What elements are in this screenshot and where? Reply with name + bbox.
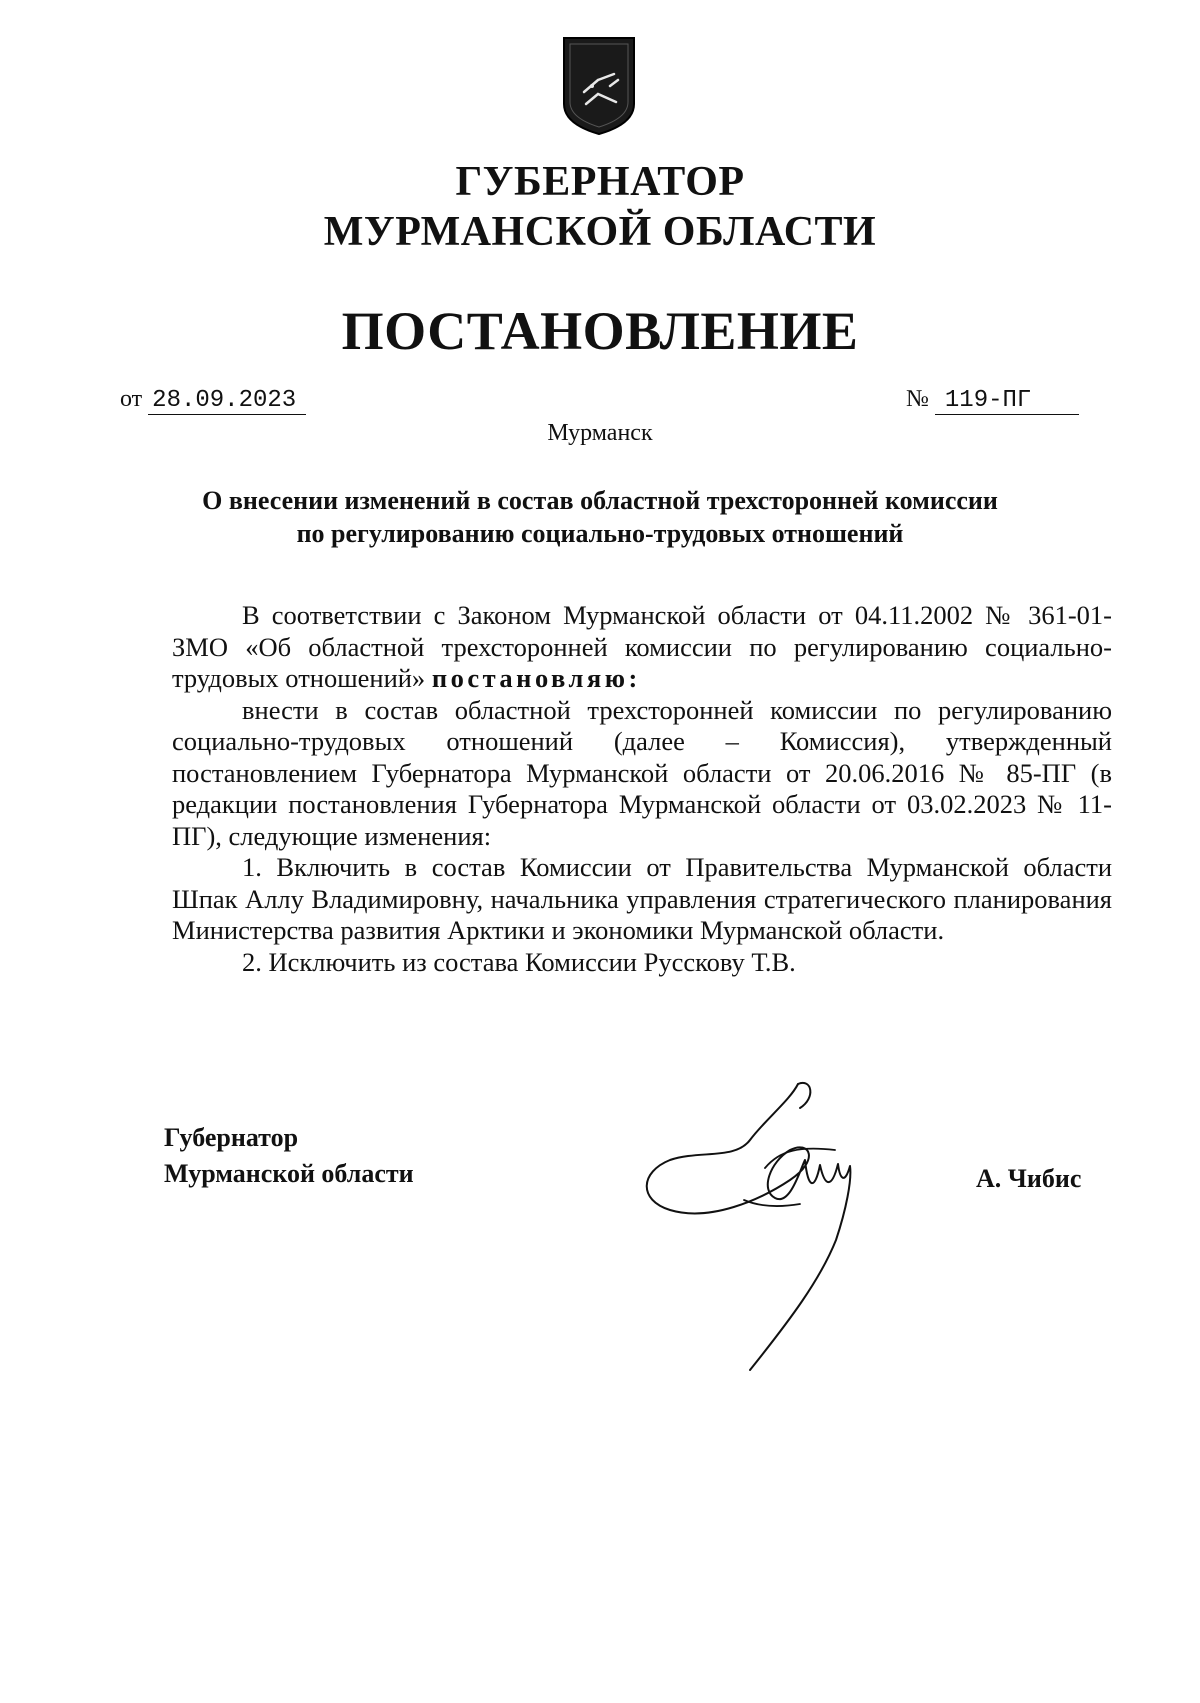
document-title-line2: по регулированию социально-трудовых отношений [296,519,904,548]
document-body [172,600,1112,978]
document-type-heading: ПОСТАНОВЛЕНИЕ [341,301,859,361]
signatory-position-line1: Губернатор [164,1123,299,1152]
paragraph-item-2: 2. Исключить из состава Комиссии Русскову Т.В. [242,946,796,977]
paragraph-resolution: внести в состав областной трехсторонней комиссии по регулированию социально-трудовых отношений (далее – Комиссия), утвержденный постановлением Губернатора Мурманской области от 20.06.2016 № 85-ПГ (в редакции постановления Губернатора Мурманской области от 03.02.2023 № 11-ПГ), следующие изменения: [172,694,1112,851]
number-field [906,386,1079,415]
date-prefix: от [120,386,143,412]
organization-name-line2: МУРМАНСКОЙ ОБЛАСТИ [323,209,877,255]
handwritten-signature [640,1080,940,1380]
number-prefix: № [906,386,929,412]
document-number: 119-ПГ [935,388,1079,415]
signatory-name: А. Чибис [976,1164,1082,1193]
date-field [120,386,306,415]
paragraph-preamble [172,600,1112,695]
preamble-text: В соответствии с Законом Мурманской области от 04.11.2002 № 361-01-ЗМО «Об областной трехсторонней комиссии по регулированию социально-трудовых отношений» [172,600,1112,693]
organization-name-line1: ГУБЕРНАТОР [455,159,745,205]
signatory-position-line2: Мурманской области [164,1159,414,1188]
resolution-keyword: постановляю: [431,663,641,693]
signatory-position [164,1120,414,1192]
document-title-line1: О внесении изменений в состав областной трехсторонней комиссии [202,486,998,515]
document-title [160,484,1040,550]
document-date: 28.09.2023 [148,388,306,415]
coat-of-arms-icon [558,34,640,136]
city-name: Мурманск [547,420,653,446]
paragraph-item-1: 1. Включить в состав Комиссии от Правительства Мурманской области Шпак Аллу Владимировну, начальника управления стратегического планирования Министерства развития Арктики и экономики Мурманской области. [172,852,1112,945]
